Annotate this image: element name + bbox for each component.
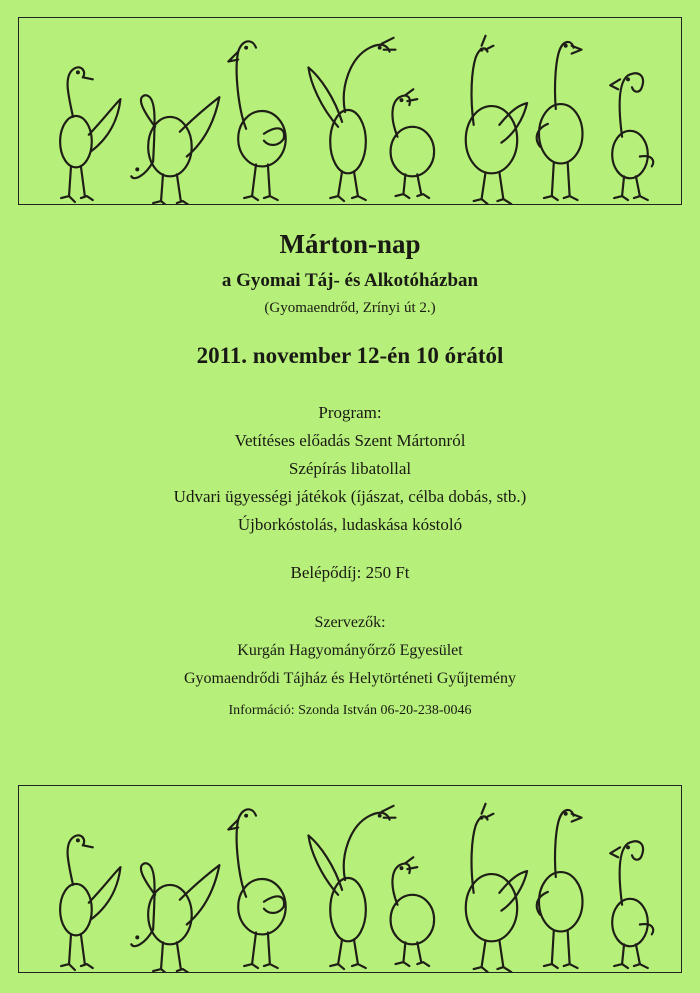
event-title: Márton-nap — [279, 229, 421, 259]
goose-frieze-bottom — [18, 785, 682, 973]
program-item: Vetítéses előadás Szent Mártonról — [234, 431, 466, 451]
program-item: Szépírás libatollal — [288, 459, 412, 479]
goose-drawing — [60, 67, 120, 202]
organizers-heading: Szervezők: — [314, 614, 386, 632]
program-heading: Program: — [318, 403, 382, 423]
organizer-name: Gyomaendrődi Tájház és Helytörténeti Gyűjtemény — [183, 670, 517, 688]
goose-drawing — [131, 863, 219, 972]
goose-frieze-illustration — [19, 18, 681, 204]
program-item: Újborkóstolás, ludaskása kóstoló — [237, 515, 463, 535]
goose-drawing — [537, 42, 583, 200]
goose-drawing — [466, 804, 527, 972]
goose-drawing — [131, 95, 219, 204]
organizer-name: Kurgán Hagyományőrző Egyesület — [237, 642, 463, 660]
goose-drawing — [60, 835, 120, 970]
organizers-section — [0, 609, 700, 693]
goose-drawing — [610, 841, 653, 968]
goose-drawing — [228, 809, 285, 968]
event-venue: a Gyomai Táj- és Alkotóházban — [221, 270, 479, 292]
goose-frieze-top — [18, 17, 682, 205]
goose-drawing — [391, 89, 435, 198]
goose-drawing — [610, 73, 653, 200]
poster-content — [0, 218, 700, 719]
goose-drawing — [466, 36, 527, 204]
contact-info: Információ: Szonda István 06-20-238-0046 — [228, 703, 472, 719]
goose-drawing — [308, 38, 395, 201]
goose-drawing — [537, 810, 583, 968]
program-section — [0, 399, 700, 539]
goose-drawing — [391, 857, 435, 966]
event-address: (Gyomaendrőd, Zrínyi út 2.) — [264, 300, 436, 317]
goose-frieze-illustration — [19, 786, 681, 972]
entrance-fee: Belépődíj: 250 Ft — [290, 563, 410, 583]
program-item: Udvari ügyességi játékok (íjászat, célba dobás, stb.) — [173, 487, 527, 507]
goose-drawing — [308, 806, 395, 969]
goose-drawing — [228, 41, 285, 200]
event-date: 2011. november 12-én 10 órától — [196, 343, 504, 369]
